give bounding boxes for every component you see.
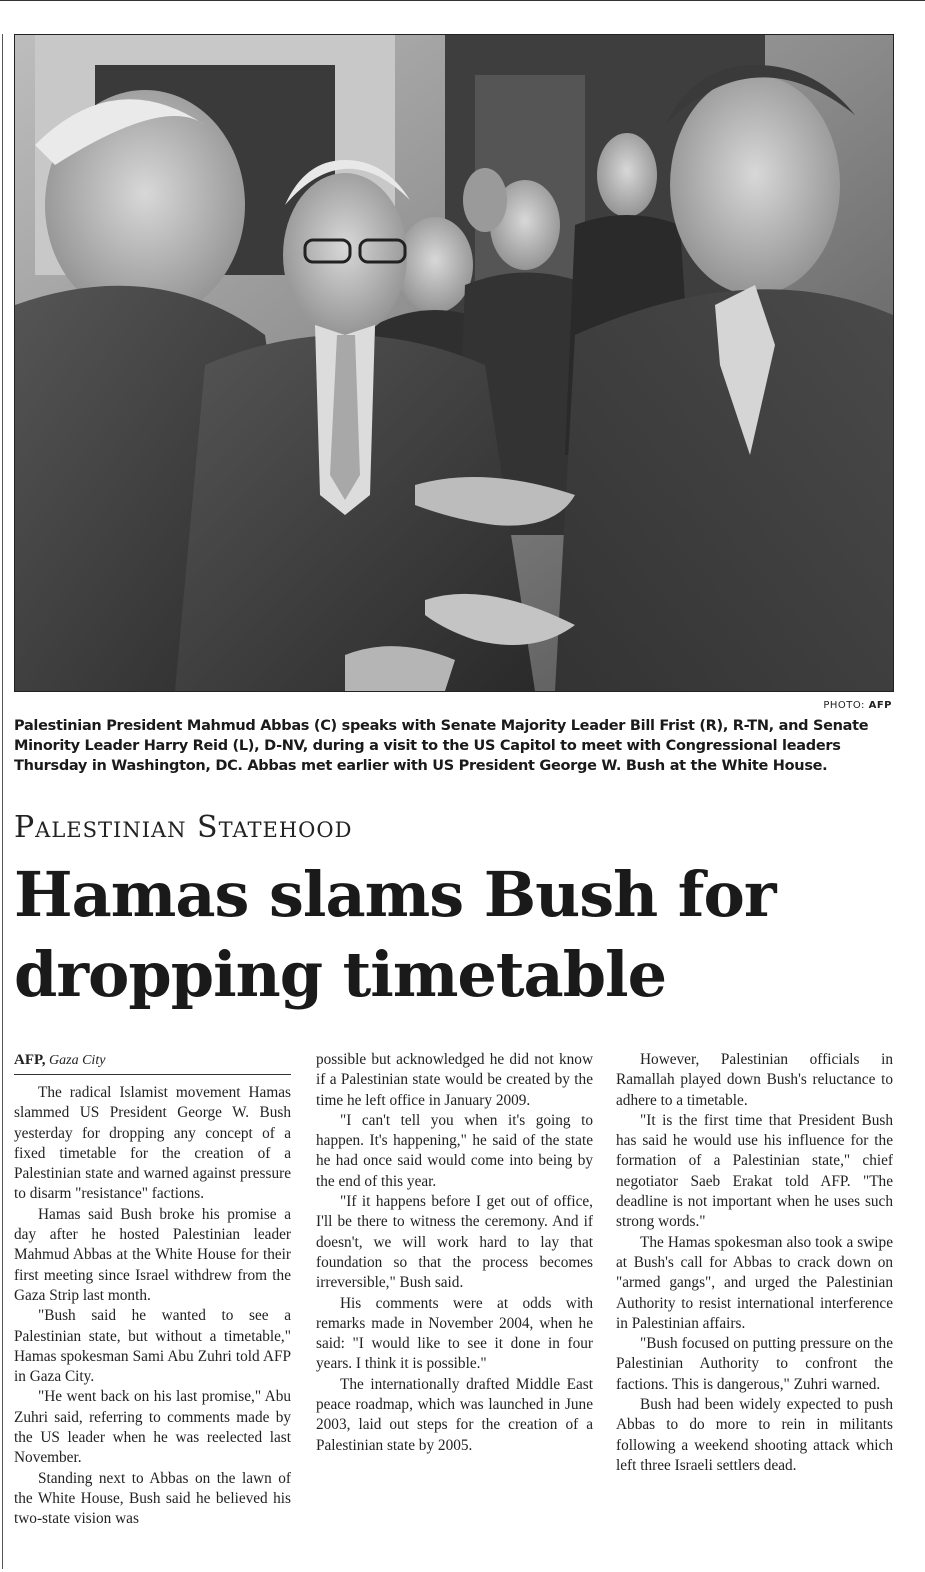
paragraph: His comments were at odds with remarks made in November 2004, when he said: "I would like to see it done in four years. I think it is possible." [316, 1294, 593, 1373]
top-rule [0, 0, 925, 1]
paragraph: However, Palestinian officials in Ramallah played down Bush's reluctance to adhere to a timetable. [616, 1051, 893, 1109]
article-column-3 [616, 1050, 893, 1476]
paragraph: The radical Islamist movement Hamas slammed US President George W. Bush yesterday for dropping any concept of a fixed timetable for the creation of a Palestinian state and warned against pressure to disarm "resistance" factions. [14, 1084, 291, 1203]
byline-agency: AFP, [14, 1052, 46, 1068]
photo-illustration [15, 35, 893, 691]
photo-credit-source: AFP [868, 700, 892, 711]
article-column-2 [316, 1050, 593, 1456]
paragraph: "Bush focused on putting pressure on the Palestinian Authority to confront the factions. This is dangerous," Zuhri warned. [616, 1335, 893, 1393]
paragraph: Bush had been widely expected to push Abbas to do more to rein in militants following a weekend shooting attack which left three Israeli settlers dead. [616, 1396, 893, 1474]
photo-caption: Palestinian President Mahmud Abbas (C) speaks with Senate Majority Leader Bill Frist (R), R-TN, and Senate Minority Leader Harry Reid (L), D-NV, during a visit to the US Capitol to meet with Congressional leaders Thursday in Washington, DC. Abbas met earlier with US President George W. Bush at the White House. [14, 718, 869, 774]
paragraph: "Bush said he wanted to see a Palestinian state, but without a timetable," Hamas spokesman Sami Abu Zuhri told AFP in Gaza City. [14, 1307, 291, 1386]
photo-credit [823, 700, 892, 711]
paragraph: Hamas said Bush broke his promise a day after he hosted Palestinian leader Mahmud Abbas at the White House for their first meeting since Israel withdrew from the Gaza Strip last month. [14, 1205, 291, 1304]
paragraph: Standing next to Abbas on the lawn of the White House, Bush said he believed his two-state vision was [14, 1469, 291, 1528]
news-photo [14, 34, 894, 692]
paragraph: "I can't tell you when it's going to happen. It's happening," he said of the state he had once said would come into being by the end of this year. [316, 1111, 593, 1190]
paragraph: "He went back on his last promise," Abu Zuhri said, referring to comments made by the US leader when he was reelected last November. [14, 1388, 291, 1467]
left-rule [2, 34, 3, 1569]
article-headline: Hamas slams Bush for dropping timetable [14, 858, 776, 1011]
byline [14, 1050, 291, 1075]
paragraph: The Hamas spokesman also took a swipe at Bush's call for Abbas to crack down on "armed gangs", and urged the Palestinian Authority to resist international interference in Palestinian affairs. [616, 1233, 893, 1332]
photo-credit-label: PHOTO: [823, 700, 865, 711]
paragraph: "If it happens before I get out of office, I'll be there to witness the ceremony. And if doesn't, we will work hard to lay that foundation so that the process becomes irreversible," Bush said. [316, 1193, 593, 1292]
paragraph: possible but acknowledged he did not know if a Palestinian state would be created by the time he left office in January 2009. [316, 1051, 593, 1109]
paragraph: "It is the first time that President Bush has said he would use his influence for the formation of a Palestinian state," chief negotiator Saeb Erakat told AFP. "The deadline is not important when he uses such strong words." [616, 1111, 893, 1231]
paragraph: The internationally drafted Middle East peace roadmap, which was launched in June 2003, laid out steps for the creation of a Palestinian state by 2005. [316, 1375, 593, 1454]
byline-place: Gaza City [49, 1053, 106, 1068]
section-kicker: Palestinian Statehood [14, 810, 353, 845]
article-column-1 [14, 1050, 291, 1530]
